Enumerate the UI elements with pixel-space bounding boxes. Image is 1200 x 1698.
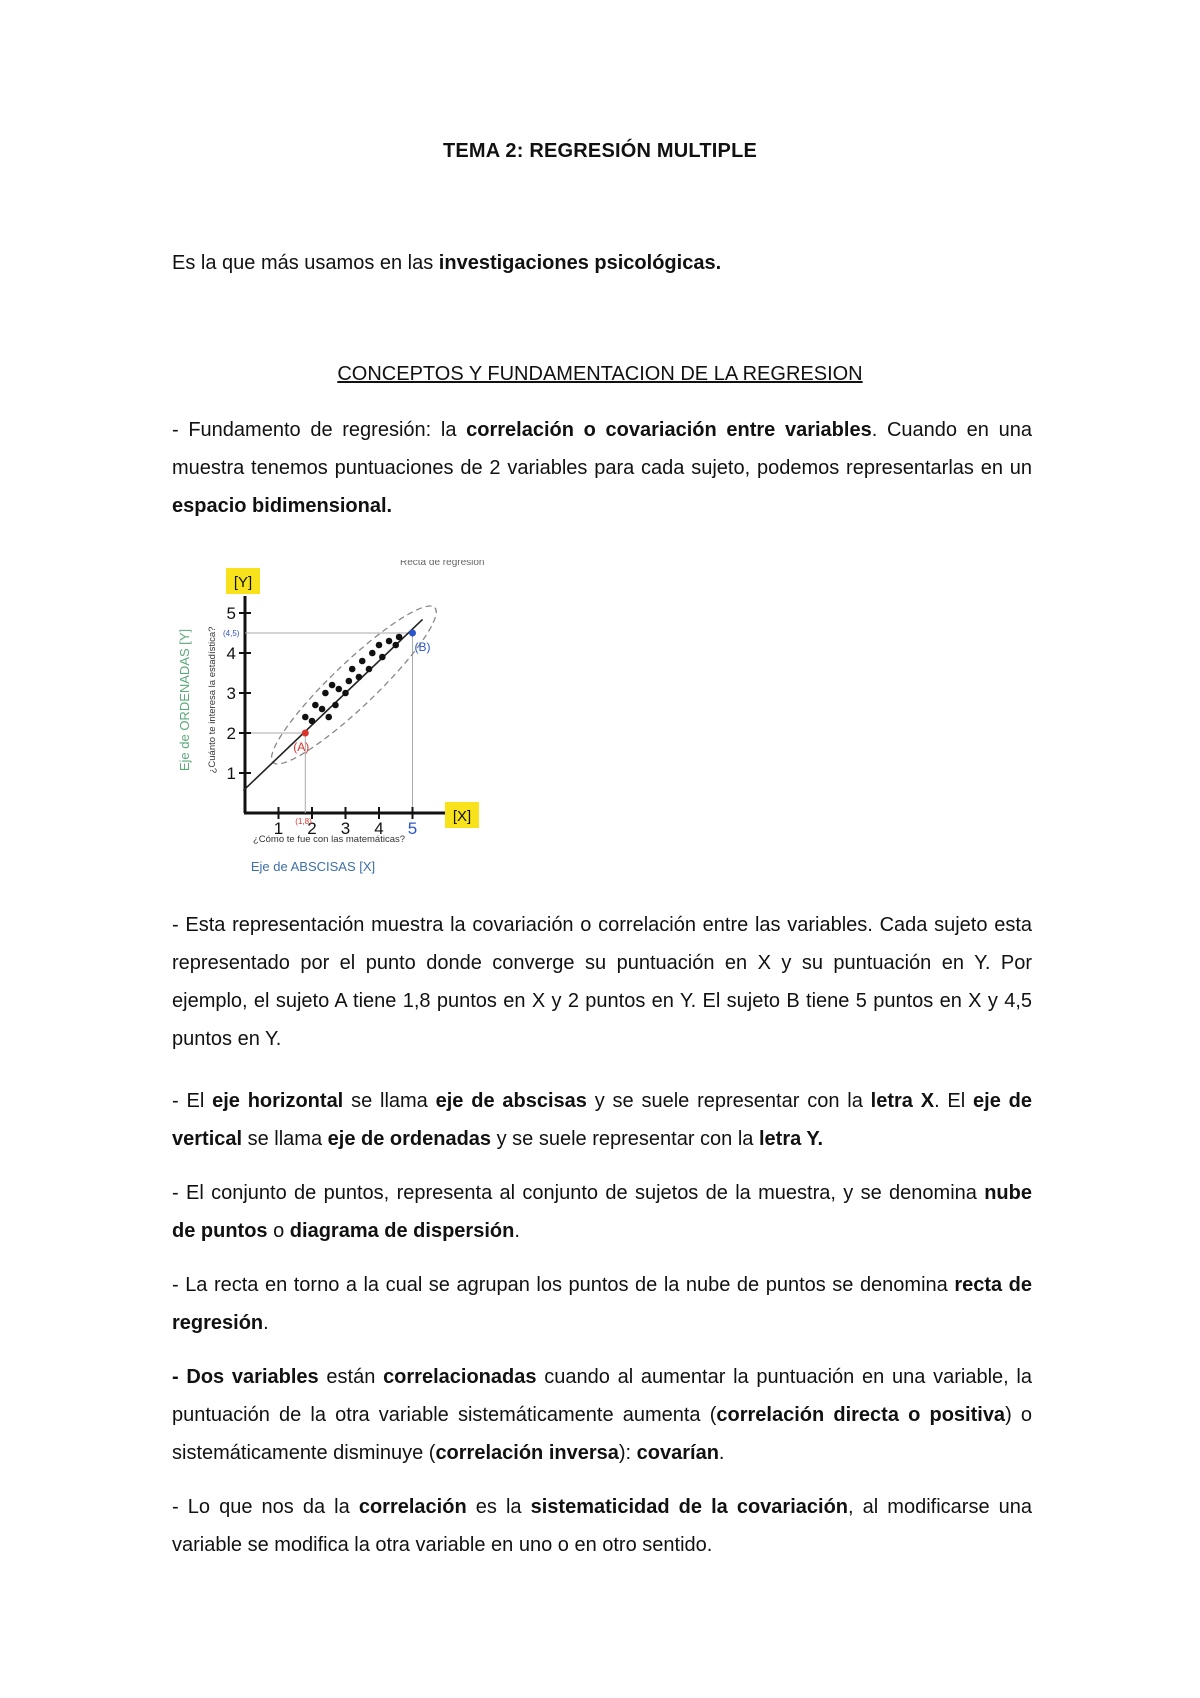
y-tick-label: 2 (226, 724, 236, 743)
data-point (392, 642, 399, 649)
bold-run: recta de regresión (172, 1274, 1032, 1334)
y-axis-title: Eje de ORDENADAS [Y] (177, 628, 192, 772)
bold-run: correlación inversa (435, 1442, 619, 1464)
intro-bold: investigaciones psicológicas. (438, 252, 722, 274)
data-point (396, 634, 403, 641)
x-tag-label: [X] (452, 808, 472, 825)
data-point (346, 678, 353, 685)
paragraph-ejes (172, 1082, 1032, 1158)
x-tick-label: 3 (340, 819, 351, 838)
paragraph-recta (172, 1266, 1032, 1342)
bold-run: eje de vertical (172, 1090, 1033, 1150)
data-point (302, 714, 309, 721)
paragraph-sistematicidad (172, 1488, 1032, 1564)
y-tick-label: 1 (226, 764, 236, 783)
point-a-label: (A) (293, 740, 310, 754)
bold-run: letra X (870, 1090, 935, 1112)
bold-run: eje de ordenadas (327, 1128, 492, 1150)
text-run: se llama (343, 1090, 436, 1112)
bold-run: correlación directa o positiva (716, 1404, 1006, 1426)
paragraph-representacion: - Esta representación muestra la covariación o correlación entre las variables. Cada sujeto esta representado por el punto donde converge su puntuación en X y su puntuación en Y. Por ejemplo, el sujeto A tiene 1,8 puntos en X y 2 puntos en Y. El sujeto B tiene 5 puntos en X y 4,5 puntos en Y. (172, 914, 1032, 1050)
text-run: . (263, 1312, 269, 1334)
data-point (322, 690, 329, 697)
intro-paragraph (172, 252, 1032, 275)
paragraph-fundamento (172, 411, 1032, 525)
data-point (349, 666, 356, 673)
page-title: TEMA 2: REGRESIÓN MULTIPLE (442, 140, 758, 162)
data-point (359, 658, 366, 665)
x-axis-question: ¿Cómo te fue con las matemáticas? (252, 834, 406, 845)
regression-label: Recta de regresión (400, 560, 485, 568)
data-point (312, 702, 319, 709)
text-run: . El (934, 1090, 974, 1112)
bold-run: espacio bidimensional. (172, 495, 393, 517)
bold-run: correlacionadas (383, 1366, 537, 1388)
text-run: - La recta en torno a la cual se agrupan los puntos de la nube de puntos se denomina (172, 1274, 955, 1296)
bold-run: correlación o covariación entre variables (466, 419, 872, 441)
text-run: - El (172, 1090, 213, 1112)
section-title: CONCEPTOS Y FUNDAMENTACION DE LA REGRESION (337, 363, 863, 385)
data-point (329, 682, 336, 689)
data-point (332, 702, 339, 709)
intro-text: Es la que más usamos en las (172, 252, 439, 274)
coord-a-x-label: (1,8) (295, 817, 312, 826)
data-point (356, 674, 363, 681)
text-run: ) o sistemáticamente disminuye ( (172, 1404, 1033, 1464)
data-point (325, 714, 332, 721)
y-tick-label: 3 (226, 684, 236, 703)
x-tick-label: 2 (307, 819, 317, 838)
bold-run: correlación (358, 1496, 467, 1518)
bold-run: eje horizontal (212, 1090, 344, 1112)
data-point (336, 686, 343, 693)
data-point (366, 666, 373, 673)
text-run: . (514, 1220, 520, 1242)
x-tick-label: 4 (374, 819, 384, 838)
x-tick-label: 1 (273, 819, 284, 838)
y-tag-label: [Y] (233, 574, 253, 591)
text-run: y se suele representar con la (491, 1128, 759, 1150)
text-run: , al modificarse una variable se modifica la otra variable en uno o en otro sentido. (172, 1496, 1033, 1556)
text-run: - Fundamento de regresión: la (172, 419, 467, 441)
data-point (309, 718, 316, 725)
text-run: se llama (242, 1128, 328, 1150)
point-b-label: (B) (414, 640, 431, 654)
coord-b-y-label: (4,5) (223, 629, 240, 638)
y-tick-label: 4 (226, 644, 236, 663)
data-point (319, 706, 326, 713)
scatter-figure (175, 560, 535, 880)
bold-run: - Dos variables (172, 1366, 319, 1388)
data-point (342, 690, 349, 697)
text-run: es la (466, 1496, 531, 1518)
x-axis-title: Eje de ABSCISAS [X] (250, 859, 376, 874)
data-point (379, 654, 386, 661)
data-point-a (302, 730, 309, 737)
text-run: - El conjunto de puntos, representa al conjunto de sujetos de la muestra, y se denomina (172, 1182, 985, 1204)
data-point (369, 650, 376, 657)
y-axis-question: ¿Cuánto te interesa la estadística? (207, 626, 218, 774)
bold-run: diagrama de dispersión (289, 1220, 515, 1242)
bold-run: letra Y. (758, 1128, 824, 1150)
bold-run: eje de abscisas (435, 1090, 587, 1112)
bold-run: covarían (636, 1442, 719, 1464)
y-tick-label: 5 (226, 604, 236, 623)
text-run: o (267, 1220, 290, 1242)
paragraph-nube (172, 1174, 1032, 1250)
text-run: cuando al aumentar la puntuación en una variable, la puntuación de la otra variable sistemáticamente aumenta ( (172, 1366, 1032, 1426)
scatter-chart (175, 560, 535, 880)
data-point (386, 638, 393, 645)
bold-run: sistematicidad de la covariación (530, 1496, 849, 1518)
text-run: . (718, 1442, 725, 1464)
text-run: - Lo que nos da la (172, 1496, 359, 1518)
text-run: . Cuando en una muestra tenemos puntuaciones de 2 variables para cada sujeto, podemos representarlas en un (172, 419, 1032, 479)
text-run: ): (618, 1442, 637, 1464)
data-points (302, 630, 416, 737)
text-run: y se suele representar con la (586, 1090, 871, 1112)
bold-run: nube de puntos (172, 1182, 1032, 1242)
paragraph-correlacion (172, 1358, 1032, 1472)
x-tick-label: 5 (407, 819, 418, 838)
data-point (376, 642, 383, 649)
text-run: están (318, 1366, 384, 1388)
data-point-b (409, 630, 416, 637)
